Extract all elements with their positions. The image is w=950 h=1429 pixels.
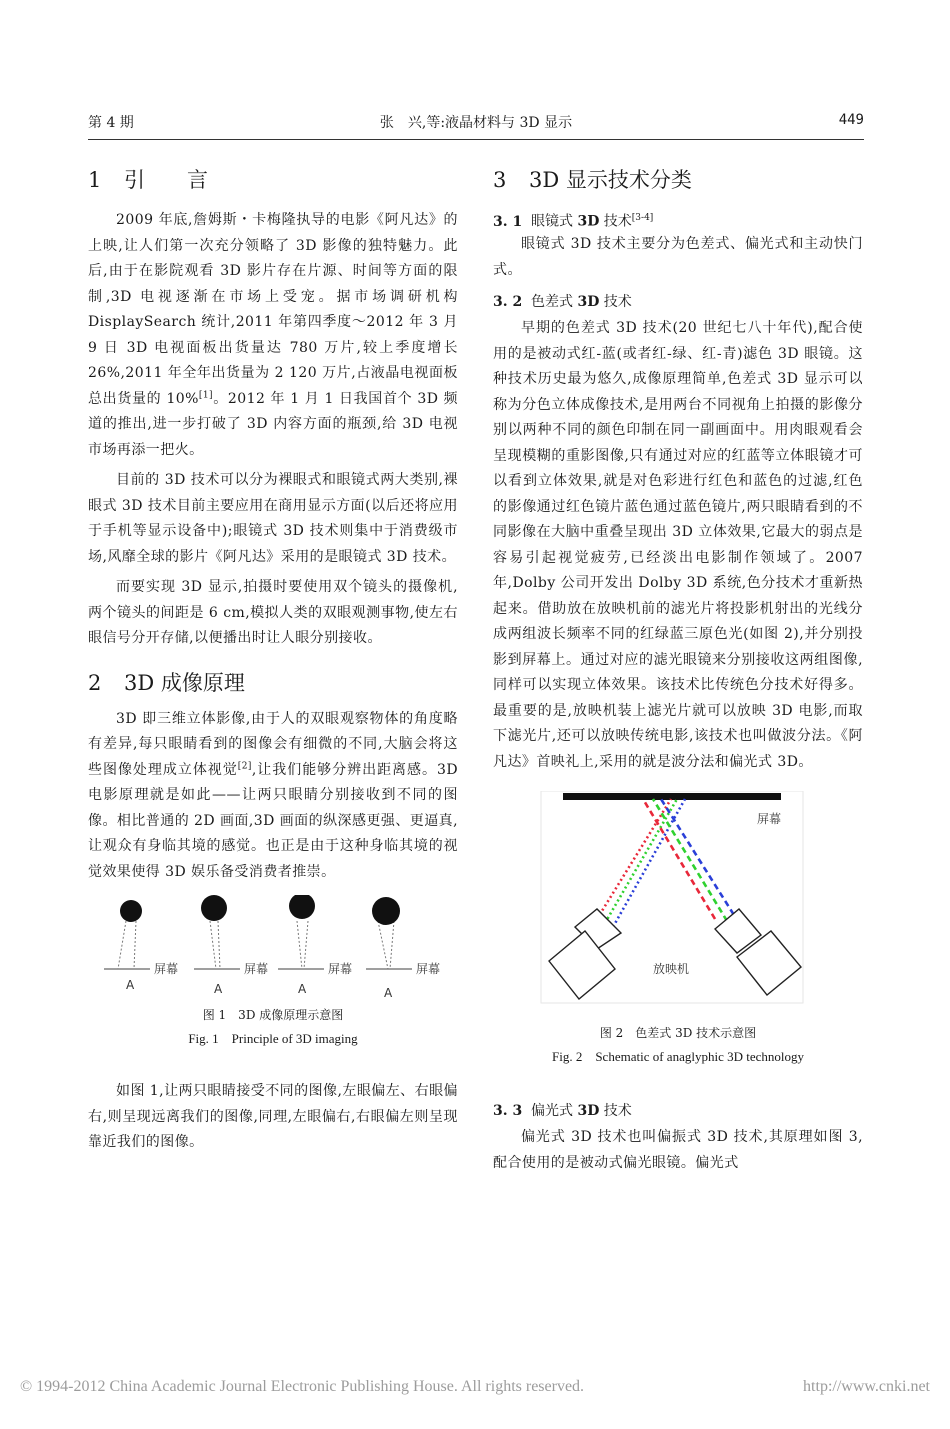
point-label: A	[384, 986, 393, 999]
issue-number: 第 4 期	[88, 115, 134, 131]
point-label: A	[214, 982, 223, 996]
green-beam-left	[605, 799, 677, 923]
red-beam-left	[597, 799, 671, 919]
figure-caption-en: Fig. 1 Principle of 3D imaging	[188, 1031, 358, 1046]
screen-bar	[563, 793, 781, 800]
paragraph-text: 。2012 年 1 月 1 日我国首个 3D 频道的推出,进一步打破了 3D 内容方面的瓶颈,给 3D 电视市场再添一把火。	[88, 390, 459, 458]
imaging-principle-diagram	[88, 895, 458, 999]
subsection-number: 3. 2	[493, 294, 523, 310]
paragraph: 目前的 3D 技术可以分为裸眼式和眼镜式两大类别,裸眼式 3D 技术目前主要应用在商用显示方面(以后还将应用于手机等显示设备中);眼镜式 3D 技术则集中于消费级市场,风靡全球的影片《阿凡达》采用的是眼镜式 3D 技术。	[88, 472, 458, 565]
subsection-3-1-heading	[493, 204, 863, 232]
paragraph: 早期的色差式 3D 技术(20 世纪七八十年代),配合使用的是被动式红-蓝(或者红-绿、红-青)滤色 3D 眼镜。这种技术历史最为悠久,成像原理简单,色差式 3D 显示可以称为分色立体成像技术,是用两台不同视角上拍摄的影像分别以两种不同的颜色印制在同一副画面中。用肉眼观看会呈现模糊的重影图像,只有通过对应的红蓝等立体眼镜才可以看到立体效果,就是对色彩进行红色和蓝色的过滤,红色的影像通过红色镜片蓝色通过蓝色镜片,两只眼睛看到的不同影像在大脑中重叠呈现出 3D 立体效果,它最大的弱点是容易引起视觉疲劳,已经淡出电影制作领域了。2007 年,Dolby 公司开发出 Dolby 3D 系统,色分技术才重新热起来。借助放在放映机前的滤光片将投影机射出的光线分成两组波长频率不同的红绿蓝三原色光(如图 2),并分别投影到屏幕上。通过对应的滤光眼镜来分别接收这两组图像,同样可以实现立体效果。该技术比传统色分技术好得多。最重要的是,放映机装上滤光片就可以放映 3D 电影,而取下滤光片,还可以放映传统电影,该技术也叫做波分法。《阿凡达》首映礼上,采用的就是波分法和偏光式 3D。	[493, 320, 863, 770]
point-label: A	[126, 978, 135, 992]
paragraph-text: 2009 年底,詹姆斯・卡梅隆执导的电影《阿凡达》的上映,让人们第一次充分领略了 3D 影像的独特魅力。此后,由于在影院观看 3D 影片存在片源、时间等方面的限制,3D 电视逐渐在市场上受宠。据市场调研机构 DisplaySearch 统计,2011 年第四季度～2012 年 3 月 9 日 3D 电视面板出货量达 780 万片,较上季度增长 26%,2011 年全年出货量为 2 120 万片,占液晶电视面板总出货量的 10%	[88, 212, 458, 407]
section-number: 2	[88, 670, 102, 695]
subsection-title: 3D	[577, 213, 600, 230]
section-title: 引 言	[124, 168, 208, 192]
citation[interactable]: [2]	[237, 760, 252, 771]
running-title: 张 兴,等:液晶材料与 3D 显示	[379, 115, 573, 131]
paragraph: 眼镜式 3D 技术主要分为色差式、偏光式和主动快门式。	[493, 236, 863, 278]
subsection-title: 色差式	[531, 294, 578, 310]
point-label: A	[298, 982, 307, 996]
eye-icon	[372, 897, 400, 925]
subsection-3-2-heading	[493, 288, 863, 316]
section-3-heading	[493, 160, 863, 200]
eye-icon	[201, 895, 227, 921]
section-title: 3D 成像原理	[124, 670, 245, 695]
paragraph	[88, 208, 458, 463]
page-number: 449	[838, 112, 864, 128]
section-number: 3	[493, 168, 507, 192]
subsection-title: 偏光式	[531, 1103, 578, 1119]
citation[interactable]: [3-4]	[631, 213, 654, 223]
paragraph: 偏光式 3D 技术也叫偏振式 3D 技术,其原理如图 3,配合使用的是被动式偏光眼镜。偏光式	[493, 1129, 863, 1171]
paragraph: 如图 1,让两只眼睛接受不同的图像,左眼偏左、右眼偏右,则呈现远离我们的图像,同理,左眼偏右,右眼偏左则呈现靠近我们的图像。	[88, 1083, 458, 1150]
copyright-text: © 1994-2012 China Academic Journal Electronic Publishing House. All rights reserved.	[20, 1378, 585, 1395]
footer-link[interactable]: http://www.cnki.net	[803, 1378, 930, 1395]
paragraph: 而要实现 3D 显示,拍摄时要使用双个镜头的摄像机,两个镜头的间距是 6 cm,模拟人类的双眼观测事物,使左右眼信号分开存储,以便播出时让人眼分别接收。	[88, 579, 458, 646]
red-beam-right	[643, 799, 715, 919]
right-column	[493, 160, 863, 1181]
paragraph-text: 3D 即三维立体影像,由于人的双眼观察物体的角度略有差异,每只眼睛看到的图像会有细微的不同,大脑会将这些图像处理成立体视觉	[88, 710, 458, 778]
figure-2	[493, 791, 863, 1069]
eye-icon	[289, 895, 315, 919]
subsection-title: 技术	[599, 213, 632, 230]
section-2-heading	[88, 663, 458, 703]
subsection-number: 3. 1	[493, 213, 523, 230]
section-number: 1	[88, 168, 102, 192]
subsection-3-3-heading	[493, 1097, 863, 1125]
figure-caption-en: Fig. 2 Schematic of anaglyphic 3D technology	[551, 1049, 804, 1064]
paragraph	[88, 707, 458, 886]
running-header	[88, 112, 864, 134]
screen-label: 屏幕	[328, 962, 353, 976]
eye-icon	[120, 900, 142, 922]
subsection-title: 技术	[599, 1103, 632, 1119]
screen-label: 屏幕	[416, 962, 441, 976]
projector-label: 放映机	[653, 962, 690, 976]
anaglyph-diagram	[493, 791, 863, 1017]
subsection-title: 技术	[599, 294, 632, 310]
paragraph-text: ,让我们能够分辨出距离感。3D 电影原理就是如此——让两只眼睛分别接收到不同的图像。相比普通的 2D 画面,3D 画面的纵深感更强、更逼真,让观众有身临其境的感觉。也正是由于这种身临其境的视觉效果使得 3D 娱乐备受消费者推崇。	[88, 761, 459, 880]
subsection-number: 3. 3	[493, 1103, 523, 1119]
left-column	[88, 160, 458, 1161]
citation[interactable]: [1]	[198, 389, 214, 400]
screen-label: 屏幕	[757, 812, 782, 826]
green-beam-right	[653, 799, 727, 921]
figure-caption-cn: 图 1 3D 成像原理示意图	[202, 1008, 344, 1022]
subsection-title: 3D	[577, 294, 600, 310]
subsection-title: 3D	[577, 1103, 600, 1119]
section-1-heading	[88, 160, 458, 200]
header-rule	[88, 139, 864, 140]
figure-1	[88, 895, 458, 1051]
subsection-title: 眼镜式	[531, 213, 578, 230]
screen-label: 屏幕	[154, 962, 179, 976]
blue-beam-right	[661, 799, 739, 923]
figure-caption-cn: 图 2 色差式 3D 技术示意图	[599, 1026, 757, 1040]
section-title: 3D 显示技术分类	[529, 168, 692, 192]
screen-label: 屏幕	[244, 962, 269, 976]
